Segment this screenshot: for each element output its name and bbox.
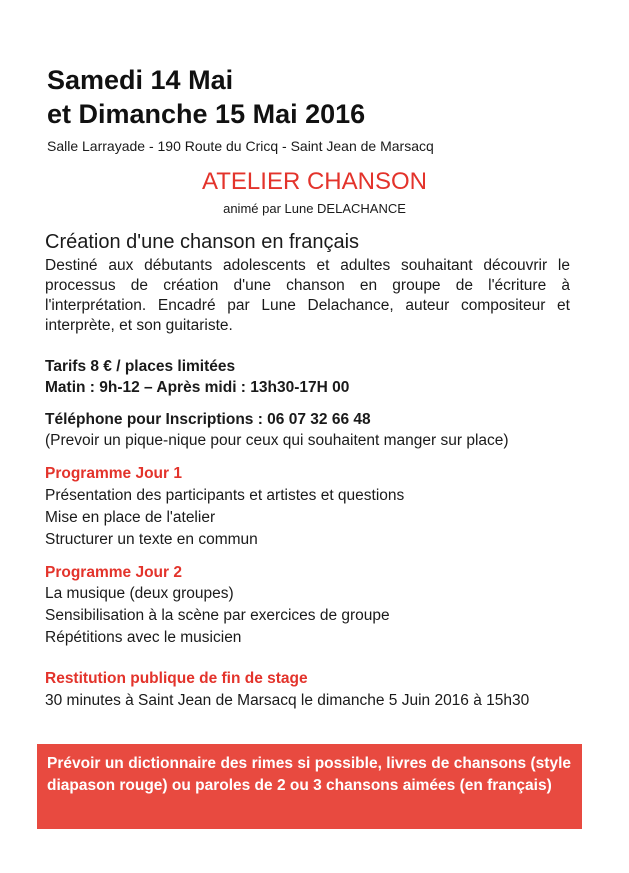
restitution-text: 30 minutes à Saint Jean de Marsacq le dimanche 5 Juin 2016 à 15h30 (45, 692, 530, 709)
programme-jour2-item: La musique (deux groupes) (45, 585, 234, 602)
tarifs-line: Tarifs 8 € / places limitées (45, 358, 236, 375)
pique-nique-note: (Prevoir un pique-nique pour ceux qui souhaitent manger sur place) (45, 432, 509, 449)
intro-description: Destiné aux débutants adolescents et adultes souhaitant découvrir le processus de création d'une chanson en groupe de l'écriture à l'interprétation. Encadré par Lune Delachance, auteur compositeur et interprète, et son guitariste. (45, 257, 570, 334)
venue-address: Salle Larrayade - 190 Route du Cricq - Saint Jean de Marsacq (47, 138, 434, 154)
programme-jour1-heading: Programme Jour 1 (45, 465, 182, 482)
programme-jour1-item: Mise en place de l'atelier (45, 509, 216, 526)
programme-jour2-heading: Programme Jour 2 (45, 564, 182, 581)
programme-jour2-item: Sensibilisation à la scène par exercices de groupe (45, 607, 390, 624)
atelier-subtitle: animé par Lune DELACHANCE (223, 201, 406, 216)
title-line-1: Samedi 14 Mai (47, 65, 234, 95)
programme-jour1-item: Structurer un texte en commun (45, 531, 258, 548)
restitution-heading: Restitution publique de fin de stage (45, 670, 308, 687)
reminder-banner-text: Prévoir un dictionnaire des rimes si possible, livres de chansons (style diapason rouge) ou paroles de 2 ou 3 chansons aimées (en français) (47, 755, 571, 794)
title-line-2: et Dimanche 15 Mai 2016 (47, 99, 366, 129)
programme-jour2-item: Répétitions avec le musicien (45, 629, 242, 646)
intro-heading: Création d'une chanson en français (45, 231, 360, 253)
telephone-line: Téléphone pour Inscriptions : 06 07 32 66 48 (45, 411, 371, 428)
reminder-banner (37, 744, 582, 829)
horaires-line: Matin : 9h-12 – Après midi : 13h30-17H 00 (45, 379, 350, 396)
programme-jour1-item: Présentation des participants et artistes et questions (45, 487, 405, 504)
atelier-title: ATELIER CHANSON (202, 168, 427, 195)
